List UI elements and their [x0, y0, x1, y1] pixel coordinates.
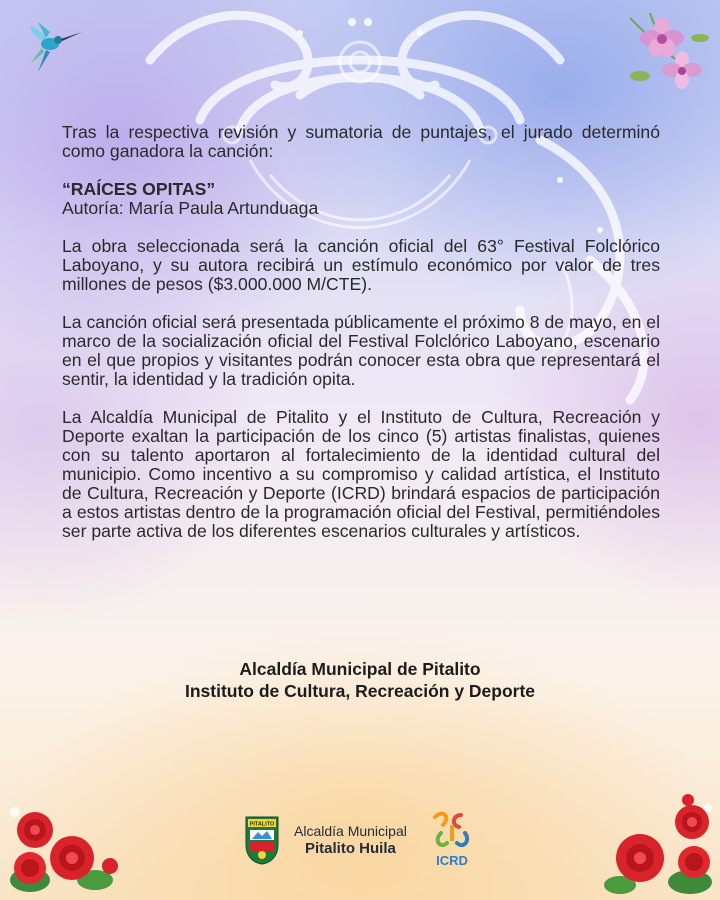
mayor-logo-line2: Pitalito Huila [305, 839, 396, 857]
intro-paragraph: Tras la respectiva revisión y sumatoria de puntajes, el jurado determinó como ganadora la canción: [62, 122, 660, 161]
mayor-logo-text [294, 823, 407, 858]
footer-logos [244, 812, 475, 868]
song-author: Autoría: María Paula Artunduaga [62, 198, 319, 218]
closing-line-mayor: Alcaldía Municipal de Pitalito [239, 659, 481, 679]
pitalito-shield-logo [244, 815, 280, 865]
shield-label: PITALITO [249, 821, 275, 828]
icrd-logo-text: ICRD [435, 853, 468, 868]
letter-body [62, 123, 660, 560]
mayor-logo-line1: Alcaldía Municipal [294, 822, 407, 839]
song-block [62, 180, 660, 218]
closing-line-institute: Instituto de Cultura, Recreación y Deporte [184, 681, 536, 701]
recognition-paragraph: La Alcaldía Municipal de Pitalito y el Instituto de Cultura, Recreación y Deporte exaltan la participación de los cinco (5) artistas finalistas, quienes con su talento aportaron al fortalecimiento de la identidad cultural del municipio. Como incentivo a su compromiso y calidad artística, el Instituto de Cultura, Recreación y Deporte (ICRD) brindará espacios de participación a estos artistas dentro de la programación oficial del Festival, permitiéndoles ser parte activa de los diferentes escenarios culturales y artísticos. [62, 407, 660, 541]
prize-paragraph: La obra seleccionada será la canción oficial del 63° Festival Folclórico Laboyano, y su autora recibirá un estímulo económico por valor de tres millones de pesos ($3.000.000 M/CTE). [62, 236, 660, 294]
closing-signature [0, 658, 720, 702]
presentation-paragraph: La canción oficial será presentada públicamente el próximo 8 de mayo, en el marco de la socialización oficial del Festival Folclórico Laboyano, escenario en el que propios y visitantes podrán conocer esta obra que representará el sentir, la identidad y la tradición opita. [62, 312, 660, 389]
song-title: “RAÍCES OPITAS” [62, 179, 216, 199]
icrd-logo [429, 811, 475, 869]
